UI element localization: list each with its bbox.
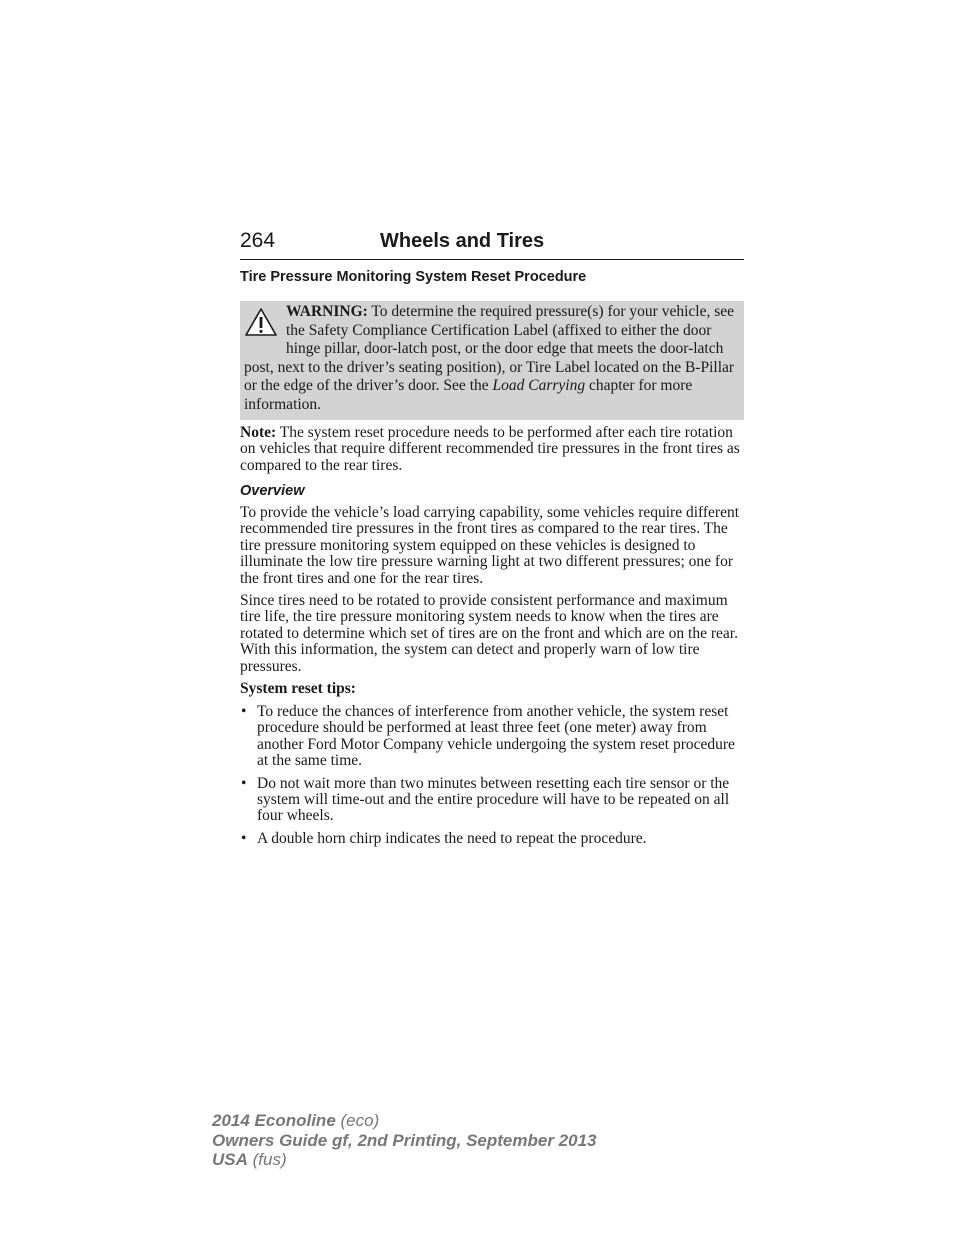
- note-paragraph: [240, 425, 744, 474]
- footer-model: 2014 Econoline: [212, 1111, 336, 1130]
- tips-list: [240, 704, 744, 847]
- bullet-icon: •: [241, 774, 247, 792]
- list-item: [240, 831, 744, 847]
- overview-paragraph-1: To provide the vehicle’s load carrying capability, some vehicles require different recommended tire pressures in the front tires as compared to the rear tires. The tire pressure monitoring system equipped on these vehicles is designed to illuminate the low tire pressure warning light at two different pressures; one for the front tires and one for the rear tires.: [240, 504, 740, 587]
- footer-line-market: [212, 1150, 596, 1170]
- warning-chapter-reference: Load Carrying: [492, 377, 586, 395]
- note-text: The system reset procedure needs to be performed after each tire rotation on vehicles that require different recommended tire pressures in the front tires as compared to the rear tires.: [240, 424, 740, 474]
- footer-market: USA: [212, 1150, 248, 1169]
- bullet-icon: •: [241, 829, 247, 847]
- overview-heading: Overview: [240, 483, 305, 499]
- section-title: Tire Pressure Monitoring System Reset Procedure: [240, 269, 587, 285]
- note-label: Note:: [240, 424, 277, 441]
- warning-triangle-icon: [244, 307, 282, 341]
- warning-box: [240, 301, 744, 420]
- page-header: [240, 228, 744, 260]
- footer-market-code: (fus): [247, 1150, 287, 1169]
- tips-heading: System reset tips:: [240, 680, 356, 697]
- footer: [212, 1111, 596, 1170]
- warning-text: To determine the required pressure(s) for your vehicle, see the Safety Compliance Certification Label (affixed to either the door hinge pillar, door-latch post, or the door edge that meets the door-latch post, next to the driver’s seating position), or Tire Label located on the B-Pillar or the edge of the driver’s door. See the: [244, 303, 735, 395]
- tip-text: A double horn chirp indicates the need to repeat the procedure.: [257, 829, 647, 847]
- bullet-icon: •: [241, 703, 247, 720]
- chapter-title: Wheels and Tires: [380, 230, 545, 252]
- warning-text-end: chapter for more information.: [244, 377, 693, 413]
- list-item: [240, 776, 744, 825]
- warning-label: WARNING:: [286, 303, 368, 320]
- tip-text: Do not wait more than two minutes between resetting each tire sensor or the system will time-out and the entire procedure will have to be repeated on all four wheels.: [257, 774, 730, 825]
- footer-line-model: [212, 1111, 596, 1131]
- list-item: [240, 704, 744, 770]
- footer-model-code: (eco): [335, 1111, 380, 1130]
- tip-text: To reduce the chances of interference from another vehicle, the system reset procedure should be performed at least three feet (one meter) away from another Ford Motor Company vehicle undergoing the system reset procedure at the same time.: [257, 703, 735, 770]
- overview-paragraph-2: Since tires need to be rotated to provide consistent performance and maximum tire life, the tire pressure monitoring system needs to know when the tires are rotated to determine which set of tires are on the front and which are on the rear. With this information, the system can detect and properly warn of low tire pressures.: [240, 592, 738, 675]
- footer-line-edition: Owners Guide gf, 2nd Printing, September 2013: [212, 1130, 597, 1150]
- page-number: 264: [240, 229, 276, 252]
